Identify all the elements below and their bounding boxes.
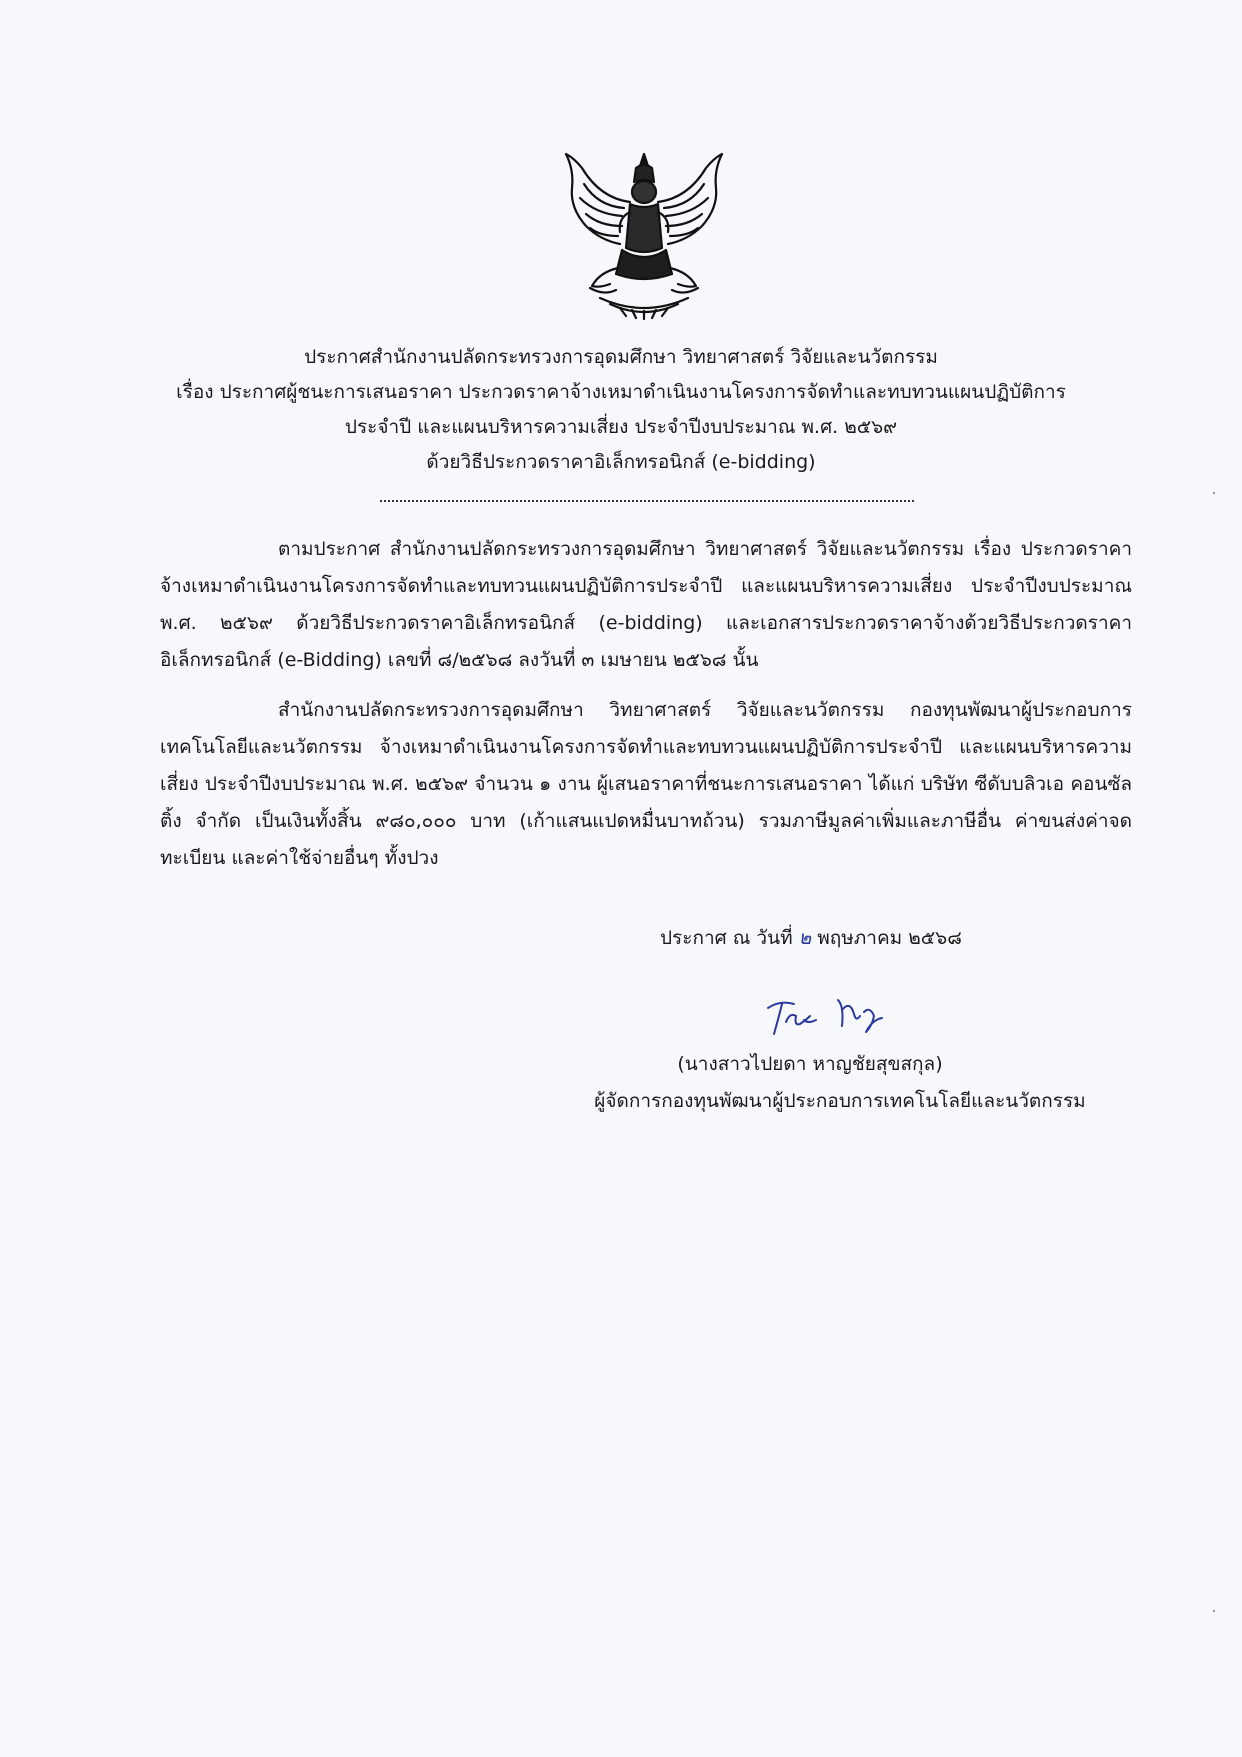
- body-paragraph-reference: ตามประกาศ สำนักงานปลัดกระทรวงการอุดมศึกษา วิทยาศาสตร์ วิจัยและนวัตกรรม เรื่อง ประกวดราคาจ้างเหมาดำเนินงานโครงการจัดทำและทบทวนแผนปฏิบัติการประจำปี และแผนบริหารความเสี่ยง ประจำปีงบประมาณ พ.ศ. ๒๕๖๙ ด้วยวิธีประกวดราคาอิเล็กทรอนิกส์ (e-bidding) และเอกสารประกวดราคาจ้างด้วยวิธีประกวดราคาอิเล็กทรอนิกส์ (e-Bidding) เลขที่ ๘/๒๕๖๘ ลงวันที่ ๓ เมษายน ๒๕๖๘ นั้น: [160, 538, 1132, 671]
- header-subject-line: เรื่อง ประกาศผู้ชนะการเสนอราคา ประกวดราคาจ้างเหมาดำเนินงานโครงการจัดทำและทบทวนแผนปฏิบัติการ: [176, 381, 1066, 403]
- garuda-emblem-icon: [560, 148, 728, 320]
- signer-title: ผู้จัดการกองทุนพัฒนาผู้ประกอบการเทคโนโลยีและนวัตกรรม: [594, 1090, 1086, 1112]
- header-subject-line-cont: ประจำปี และแผนบริหารความเสี่ยง ประจำปีงบประมาณ พ.ศ. ๒๕๖๙: [344, 416, 898, 438]
- date-suffix: พฤษภาคม ๒๕๖๘: [811, 927, 962, 949]
- announcement-header: [130, 340, 1112, 480]
- date-prefix: ประกาศ ณ วันที่: [660, 927, 799, 949]
- handwritten-signature: [760, 986, 910, 1046]
- signer-name: (นางสาวไปยดา หาญชัยสุขสกุล): [677, 1053, 943, 1075]
- announcement-date: [660, 920, 962, 957]
- header-agency-line: ประกาศสำนักงานปลัดกระทรวงการอุดมศึกษา วิทยาศาสตร์ วิจัยและนวัตกรรม: [304, 346, 938, 368]
- body-paragraph-award: สำนักงานปลัดกระทรวงการอุดมศึกษา วิทยาศาสตร์ วิจัยและนวัตกรรม กองทุนพัฒนาผู้ประกอบการเทคโนโลยีและนวัตกรรม จ้างเหมาดำเนินงานโครงการจัดทำและทบทวนแผนปฏิบัติการประจำปี และแผนบริหารความเสี่ยง ประจำปีงบประมาณ พ.ศ. ๒๕๖๙ จำนวน ๑ งาน ผู้เสนอราคาที่ชนะการเสนอราคา ได้แก่ บริษัท ซีดับบลิวเอ คอนซัลติ้ง จำกัด เป็นเงินทั้งสิ้น ๙๘๐,๐๐๐ บาท (เก้าแสนแปดหมื่นบาทถ้วน) รวมภาษีมูลค่าเพิ่มและภาษีอื่น ค่าขนส่งค่าจดทะเบียน และค่าใช้จ่ายอื่นๆ ทั้งปวง: [160, 699, 1132, 869]
- scan-speck: [1213, 1610, 1215, 1612]
- scan-speck: [1213, 492, 1215, 494]
- header-method-line: ด้วยวิธีประกวดราคาอิเล็กทรอนิกส์ (e-bidding): [426, 451, 816, 473]
- dotted-divider: [380, 500, 914, 506]
- date-day-handwritten: ๒: [798, 927, 812, 949]
